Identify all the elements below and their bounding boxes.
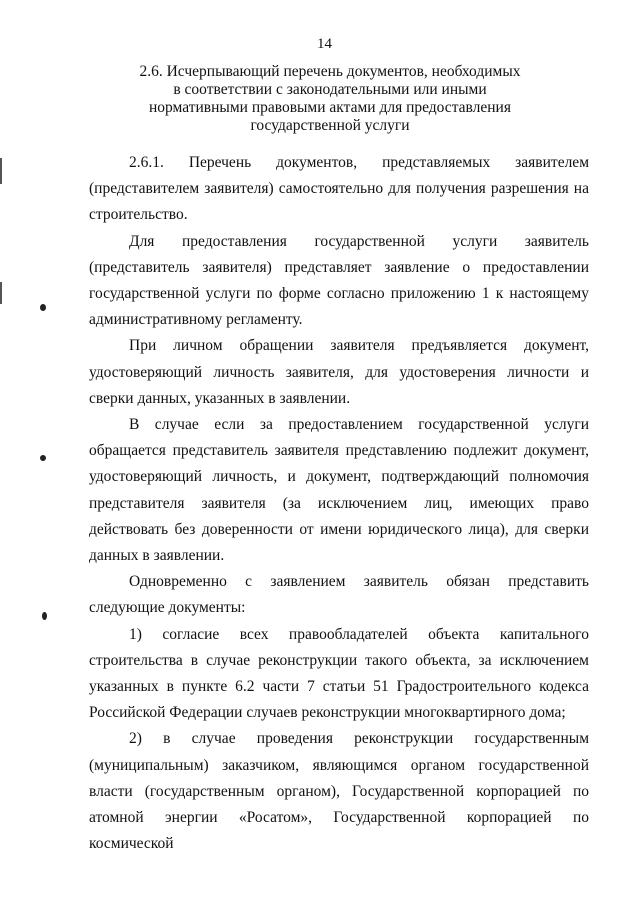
list-item-1: 1) согласие всех правообладателей объекта капитального строительства в случае реконструкции такого объекта, за исключением указанных в пункте 6.2 части 7 статьи 51 Градостроительного кодекса Российской Федерации случаев реконструкции многоквартирного дома; bbox=[89, 625, 589, 722]
paragraph-2-6-1: 2.6.1. Перечень документов, представляемых заявителем (представителем заявителя) самостоятельно для получения разрешения на строительство. bbox=[89, 154, 589, 224]
heading-line: 2.6. Исчерпывающий перечень документов, необходимых bbox=[139, 63, 521, 80]
hole-punch-mark bbox=[40, 304, 46, 311]
paragraph-required-documents: Одновременно с заявлением заявитель обязан представить следующие документы: bbox=[89, 573, 589, 617]
hole-punch-mark bbox=[40, 455, 46, 461]
paragraph-representative: В случае если за предоставлением государственной услуги обращается представитель заявителя представлению подлежит документ, удостоверяющий личность, и документ, подтверждающий полномочия представителя заявителя (за исключением лиц, имеющих право действовать без доверенности от имени юридического лица), для сверки данных в заявлении. bbox=[89, 416, 589, 565]
heading-line: нормативными правовыми актами для предоставления bbox=[149, 99, 511, 116]
heading-line: государственной услуги bbox=[250, 117, 410, 134]
section-heading bbox=[110, 63, 550, 135]
document-body bbox=[89, 150, 589, 857]
scan-edge-line bbox=[0, 158, 2, 184]
hole-punch-mark bbox=[42, 612, 47, 620]
list-item-2: 2) в случае проведения реконструкции государственным (муниципальным) заказчиком, являющимся органом государственной власти (государственным органом), Государственной корпорацией по атомной энергии «Росатом», Государственной корпорацией по космической bbox=[89, 730, 589, 853]
paragraph-application-form: Для предоставления государственной услуги заявитель (представитель заявителя) представляет заявление о предоставлении государственной услуги по форме согласно приложению 1 к настоящему административному регламенту. bbox=[89, 232, 589, 329]
scan-edge-line bbox=[0, 282, 2, 304]
paragraph-personal-appeal: При личном обращении заявителя предъявляется документ, удостоверяющий личность заявителя, для удостоверения личности и сверки данных, указанных в заявлении. bbox=[89, 337, 589, 407]
heading-line: в соответствии с законодательными или иными bbox=[173, 81, 487, 98]
page-number: 14 bbox=[317, 36, 332, 52]
